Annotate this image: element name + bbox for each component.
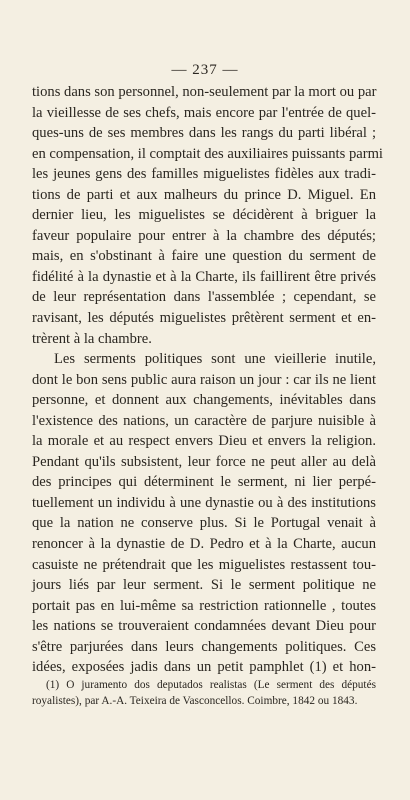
text-line: personne, et donnent aux changements, inévitables dans xyxy=(32,392,376,409)
body-text xyxy=(32,82,383,678)
text-line: mais, en s'obstinant à faire une question du serment de xyxy=(32,248,376,265)
text-line: les nations se trouveraient condamnées devant Dieu pour xyxy=(32,618,376,635)
footnote-line: royalistes), par A.-A. Teixeira de Vasconcellos. Coimbre, 1842 ou 1843. xyxy=(32,695,358,707)
text-line: dernier lieu, les miguelistes se décidèrent à briguer la xyxy=(32,207,376,224)
paragraph-1 xyxy=(32,82,383,349)
text-line: ravisant, les députés miguelistes prêtèrent serment et en- xyxy=(32,310,376,327)
text-line: idées, exposées jadis dans un petit pamphlet (1) et hon- xyxy=(32,659,376,676)
text-line: la morale et au respect envers Dieu et envers la religion. xyxy=(32,433,376,450)
page-number: — 237 — xyxy=(171,62,239,78)
text-line: portait pas en lui-même sa restriction rationnelle , toutes xyxy=(32,597,376,614)
text-line: la vieillesse de ses chefs, mais encore par l'entrée de quel- xyxy=(32,104,376,121)
text-line: renoncer à la dynastie de D. Pedro et à la Charte, aucun xyxy=(32,536,376,553)
text-line: casuiste ne prétendrait que les miguelistes restassent tou- xyxy=(32,556,376,573)
text-line: jours liés par leur serment. Si le serment politique ne xyxy=(32,577,376,594)
text-line: s'être parjurées dans leurs changements politiques. Ces xyxy=(32,638,376,655)
text-line: de leur représentation dans l'assemblée ; cependant, se xyxy=(32,289,376,306)
text-line: dont le bon sens public aura raison un jour : car ils ne lient xyxy=(32,371,376,388)
text-line: tions de parti et aux malheurs du prince D. Miguel. En xyxy=(32,186,376,203)
text-line: tions dans son personnel, non-seulement par la mort ou par xyxy=(32,84,377,100)
text-line: tuellement un individu à une dynastie ou à des institutions xyxy=(32,494,376,511)
text-line: ques-uns de ses membres dans les rangs du parti libéral ; xyxy=(32,125,376,142)
text-line: faveur populaire pour entrer à la chambre des députés; xyxy=(32,227,376,244)
text-line: les jeunes gens des familles miguelistes fidèles aux tradi- xyxy=(32,166,376,183)
text-line: que la nation ne conserve plus. Si le Portugal venait à xyxy=(32,515,376,532)
text-line: des principes qui déterminent le serment, ni lier perpé- xyxy=(32,474,376,491)
footnote xyxy=(32,677,376,709)
text-line: Pendant qu'ils subsistent, leur force ne peut aller au delà xyxy=(32,453,376,470)
paragraph-2 xyxy=(32,349,376,678)
text-line: Les serments politiques sont une vieillerie inutile, xyxy=(54,351,376,368)
text-line: l'existence des nations, un caractère de parjure nuisible à xyxy=(32,412,376,429)
footnote-line: (1) O juramento dos deputados realistas (Le serment des députés xyxy=(46,679,376,691)
text-line: trèrent à la chambre. xyxy=(32,330,152,347)
text-line: fidélité à la dynastie et à la Charte, ils faillirent être privés xyxy=(32,268,376,285)
text-line: en compensation, il comptait des auxiliaires puissants parmi xyxy=(32,145,383,162)
